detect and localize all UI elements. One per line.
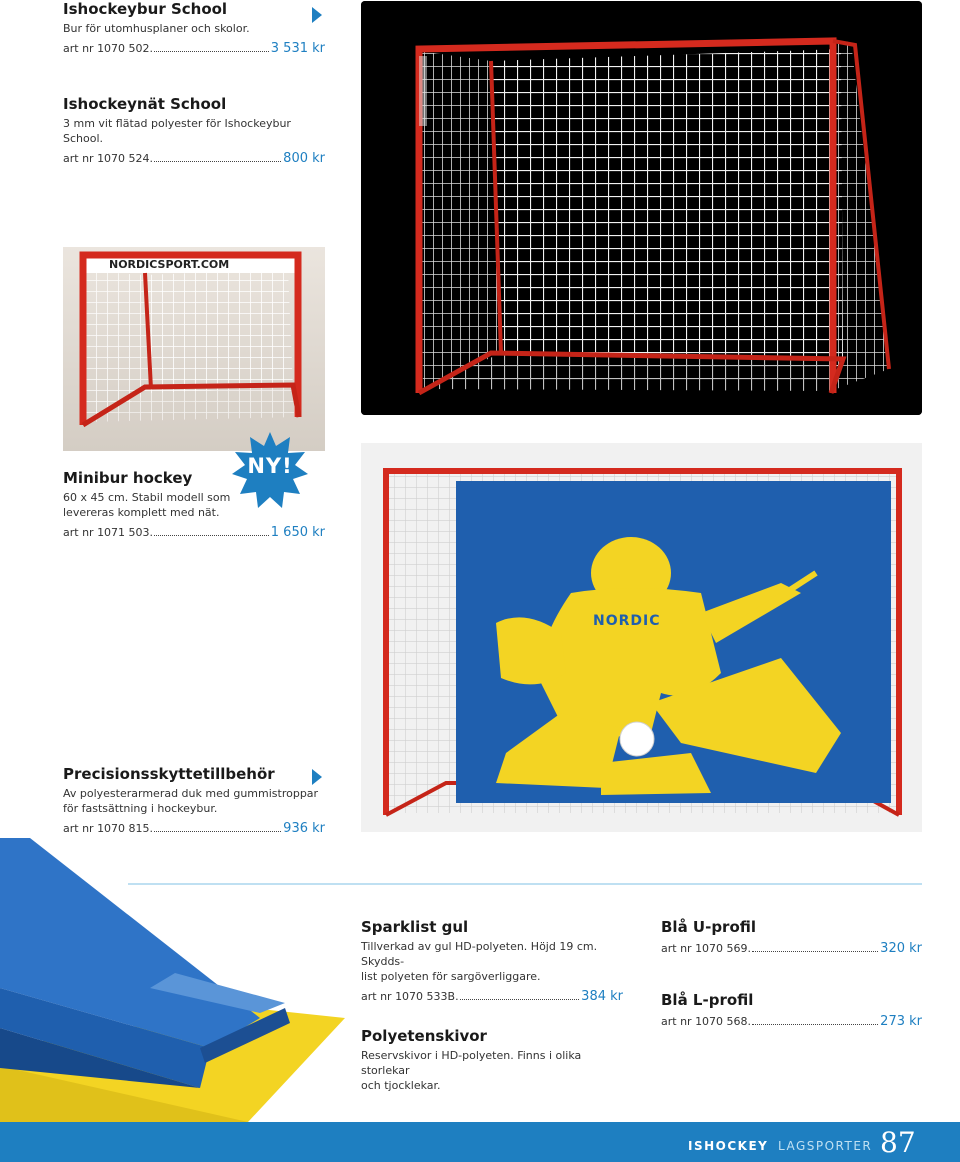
desc-line: Av polyesterarmerad duk med gummistroppar <box>63 787 319 800</box>
arrow-right-icon <box>312 769 322 785</box>
price-row <box>661 941 922 956</box>
product-title: Blå L-profil <box>661 991 754 1009</box>
desc-line: för fastsättning i hockeybur. <box>63 802 218 815</box>
product-title: Ishockeynät School <box>63 95 227 113</box>
article-number: art nr 1070 815. <box>63 822 154 835</box>
price: 800 kr <box>283 151 325 166</box>
price-row <box>63 821 325 836</box>
desc-line: Reservskivor i HD-polyeten. Finns i olika storlekar <box>361 1049 582 1077</box>
price-row <box>63 151 325 166</box>
arrow-right-icon <box>312 7 322 23</box>
product-description <box>63 116 325 146</box>
product-title: Precisionsskyttetillbehör <box>63 765 275 783</box>
product-title: Ishockeybur School <box>63 0 228 18</box>
price: 936 kr <box>283 821 325 836</box>
product-description <box>63 21 325 36</box>
product-title: Minibur hockey <box>63 469 193 487</box>
desc-line: levereras komplett med nät. <box>63 506 220 519</box>
leader-dots <box>154 51 269 52</box>
article-number: art nr 1070 524. <box>63 152 154 165</box>
article-number: art nr 1070 502. <box>63 42 154 55</box>
product-title: Polyetenskivor <box>361 1027 487 1045</box>
product-polyetenskivor <box>361 1027 631 1093</box>
product-precisionsskyttetillbehor <box>63 765 325 836</box>
article-number: art nr 1070 569. <box>661 942 752 955</box>
leader-dots <box>460 999 580 1000</box>
product-description <box>361 1048 631 1093</box>
price: 3 531 kr <box>270 41 325 56</box>
price: 1 650 kr <box>270 525 325 540</box>
precisionsskytte-photo <box>361 443 922 832</box>
product-sparklist-gul <box>361 918 623 1004</box>
product-description <box>361 939 623 984</box>
desc-line: Bur för utomhusplaner och skolor. <box>63 22 250 35</box>
desc-line: 60 x 45 cm. Stabil modell som <box>63 491 231 504</box>
footer-category: ISHOCKEY <box>688 1139 769 1153</box>
price-row <box>63 525 325 540</box>
badge-text: NY! <box>247 454 293 478</box>
product-ishockeybur-school <box>63 0 325 56</box>
profiles-photo <box>0 838 350 1122</box>
product-description <box>63 786 325 816</box>
article-number: art nr 1070 533B. <box>361 990 459 1003</box>
desc-line: Tillverkad av gul HD-polyeten. Höjd 19 cm. Skydds- <box>361 940 598 968</box>
leader-dots <box>752 1024 878 1025</box>
desc-line: list polyeten för sargöverliggare. <box>361 970 541 983</box>
product-ishockeynat-school <box>63 95 325 166</box>
minibur-photo <box>63 247 325 451</box>
product-bla-l-profil <box>661 991 922 1029</box>
price-row <box>661 1014 922 1029</box>
article-number: art nr 1071 503. <box>63 526 154 539</box>
section-divider <box>128 883 922 885</box>
minibur-sign: NORDICSPORT.COM <box>109 258 230 271</box>
product-bla-u-profil <box>661 918 922 956</box>
leader-dots <box>154 831 281 832</box>
leader-dots <box>154 161 281 162</box>
price-row <box>361 989 623 1004</box>
tarp-logo: NORDIC <box>593 613 661 629</box>
desc-line: och tjocklekar. <box>361 1079 441 1092</box>
page-footer <box>0 1122 960 1162</box>
new-badge <box>232 432 308 508</box>
page-number: 87 <box>880 1126 916 1159</box>
price: 384 kr <box>581 989 623 1004</box>
product-title: Blå U-profil <box>661 918 757 936</box>
price-row <box>63 41 325 56</box>
price: 273 kr <box>880 1014 922 1029</box>
leader-dots <box>752 951 878 952</box>
ishockeybur-photo <box>361 1 922 415</box>
price: 320 kr <box>880 941 922 956</box>
article-number: art nr 1070 568. <box>661 1015 752 1028</box>
leader-dots <box>154 535 269 536</box>
product-title: Sparklist gul <box>361 918 469 936</box>
footer-subcategory: LAGSPORTER <box>778 1139 873 1153</box>
desc-line: 3 mm vit flätad polyester för Ishockeybur School. <box>63 117 291 145</box>
